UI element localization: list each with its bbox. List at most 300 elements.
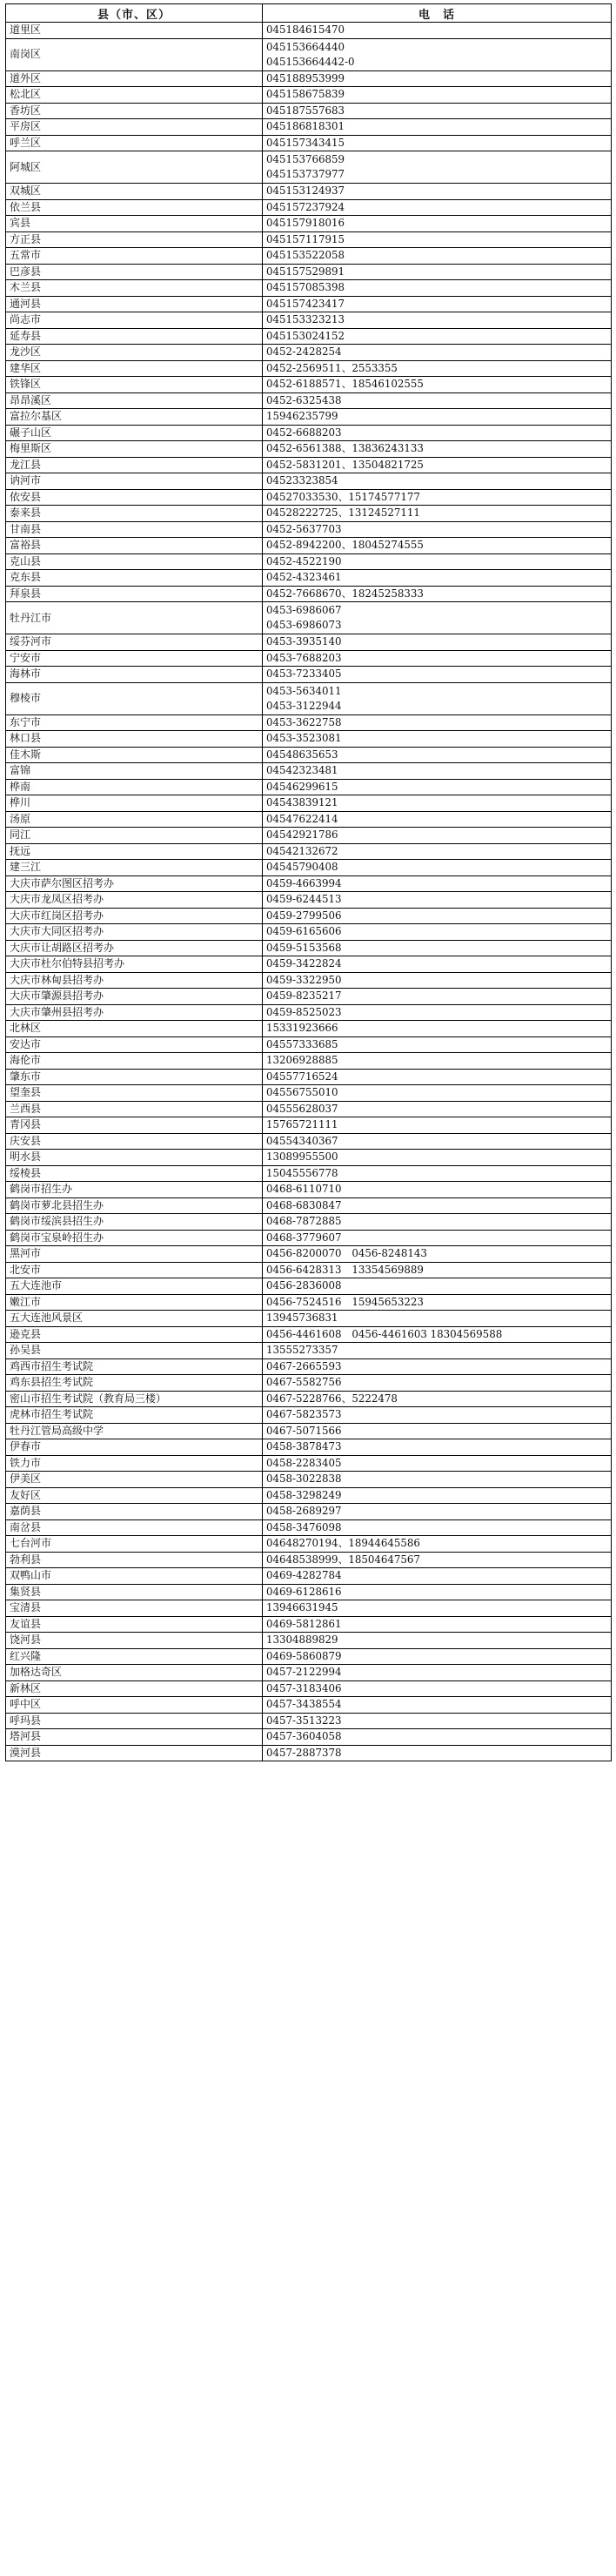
phone-cell xyxy=(263,1343,612,1359)
phone-cell xyxy=(263,940,612,956)
table-row xyxy=(6,199,612,216)
phone-number: 045153522058 xyxy=(266,249,345,262)
table-row xyxy=(6,586,612,602)
phone-cell xyxy=(263,731,612,748)
county-name-cell: 昂昂溪区 xyxy=(6,392,263,409)
county-name-cell: 安达市 xyxy=(6,1036,263,1053)
phone-number: 15946235799 xyxy=(266,410,338,423)
table-row xyxy=(6,1423,612,1439)
phone-number: 0452-8942200、18045274555 xyxy=(266,539,424,552)
county-name-cell: 甘南县 xyxy=(6,521,263,538)
county-name-cell: 嘉荫县 xyxy=(6,1504,263,1520)
phone-number: 045153323213 xyxy=(266,313,345,326)
phone-number: 0457-2887378 xyxy=(266,1746,342,1759)
county-name-cell: 密山市招生考试院（教育局三楼） xyxy=(6,1391,263,1407)
phone-number: 0467-5823573 xyxy=(266,1408,342,1421)
phone-cell xyxy=(263,441,612,458)
table-row xyxy=(6,360,612,377)
table-row xyxy=(6,1311,612,1327)
phone-number: 0453-7233405 xyxy=(266,667,342,681)
phone-cell xyxy=(263,1246,612,1263)
phone-cell xyxy=(263,956,612,973)
phone-cell xyxy=(263,714,612,731)
phone-cell xyxy=(263,860,612,876)
phone-cell xyxy=(263,650,612,667)
county-name-cell: 南岔县 xyxy=(6,1519,263,1536)
phone-cell xyxy=(263,1407,612,1424)
phone-cell xyxy=(263,795,612,812)
county-name-cell: 大庆市红岗区招考办 xyxy=(6,908,263,924)
county-name-cell: 大庆市林甸县招考办 xyxy=(6,972,263,989)
table-row xyxy=(6,441,612,458)
table-row xyxy=(6,248,612,265)
table-row xyxy=(6,1036,612,1053)
phone-number: 0459-3322950 xyxy=(266,973,342,986)
county-name-cell: 方正县 xyxy=(6,231,263,248)
phone-cell xyxy=(263,151,612,184)
county-name-cell: 加格达奇区 xyxy=(6,1665,263,1681)
phone-number: 04543839121 xyxy=(266,796,338,809)
table-row xyxy=(6,1294,612,1311)
phone-cell xyxy=(263,1182,612,1198)
phone-cell xyxy=(263,1600,612,1617)
phone-cell xyxy=(263,506,612,522)
phone-cell xyxy=(263,70,612,87)
phone-cell xyxy=(263,1584,612,1600)
phone-number: 04542323481 xyxy=(266,764,338,777)
county-name-cell: 依安县 xyxy=(6,489,263,506)
phone-cell xyxy=(263,843,612,860)
phone-number: 0452-6325438 xyxy=(266,393,342,406)
phone-number: 045153766859 xyxy=(266,153,345,165)
phone-cell xyxy=(263,1230,612,1246)
phone-number: 15045556778 xyxy=(266,1166,338,1179)
county-name-cell: 穆棱市 xyxy=(6,682,263,714)
county-name-cell: 五大连池市 xyxy=(6,1278,263,1295)
phone-number: 0453-3622758 xyxy=(266,715,342,728)
phone-number: 045157423417 xyxy=(266,297,345,310)
county-name-cell: 汤原 xyxy=(6,811,263,828)
phone-number: 0452-6561388、13836243133 xyxy=(266,442,424,455)
phone-number: 04555628037 xyxy=(266,1102,338,1115)
phone-number: 0453-7688203 xyxy=(266,651,342,664)
phone-number: 0453-6986073 xyxy=(266,619,342,631)
county-name-cell: 克山县 xyxy=(6,553,263,570)
phone-number: 04548635653 xyxy=(266,748,338,761)
county-name-cell: 梅里斯区 xyxy=(6,441,263,458)
phone-cell xyxy=(263,1680,612,1697)
table-row xyxy=(6,1278,612,1295)
table-row xyxy=(6,392,612,409)
table-row xyxy=(6,924,612,941)
phone-cell xyxy=(263,1648,612,1665)
phone-number: 15331923666 xyxy=(266,1022,338,1035)
phone-number: 0459-6165606 xyxy=(266,925,342,938)
phone-number: 0469-5860879 xyxy=(266,1649,342,1662)
phone-cell xyxy=(263,875,612,892)
phone-cell xyxy=(263,972,612,989)
phone-cell xyxy=(263,1069,612,1085)
table-row xyxy=(6,1182,612,1198)
county-name-cell: 逊克县 xyxy=(6,1326,263,1343)
phone-number: 045184615470 xyxy=(266,23,345,37)
table-row xyxy=(6,553,612,570)
county-name-cell: 道外区 xyxy=(6,70,263,87)
phone-number: 045186818301 xyxy=(266,120,345,133)
table-row xyxy=(6,184,612,200)
table-row xyxy=(6,892,612,909)
phone-number: 045157117915 xyxy=(266,232,345,245)
phone-number: 0456-4461608 0456-4461603 18304569588 xyxy=(266,1327,503,1340)
phone-cell xyxy=(263,392,612,409)
phone-number: 045157343415 xyxy=(266,136,345,149)
phone-number: 0458-3298249 xyxy=(266,1488,342,1501)
county-name-cell: 呼玛县 xyxy=(6,1713,263,1729)
table-row xyxy=(6,1150,612,1166)
phone-cell xyxy=(263,1472,612,1488)
county-name-cell: 铁力市 xyxy=(6,1455,263,1472)
county-name-cell: 宾县 xyxy=(6,216,263,232)
phone-number: 04556755010 xyxy=(266,1086,338,1099)
table-row xyxy=(6,1085,612,1102)
county-name-cell: 友好区 xyxy=(6,1487,263,1504)
phone-cell xyxy=(263,1133,612,1150)
table-row xyxy=(6,87,612,104)
phone-cell xyxy=(263,811,612,828)
table-row xyxy=(6,1536,612,1553)
phone-number: 0453-5634011 xyxy=(266,684,342,697)
table-row xyxy=(6,473,612,490)
phone-cell xyxy=(263,1487,612,1504)
table-row xyxy=(6,538,612,554)
phone-cell xyxy=(263,538,612,554)
phone-cell xyxy=(263,1697,612,1714)
phone-number: 04557716524 xyxy=(266,1070,338,1083)
table-row xyxy=(6,570,612,587)
table-row xyxy=(6,828,612,844)
table-row xyxy=(6,1197,612,1214)
phone-number: 0453-3935140 xyxy=(266,635,342,648)
county-name-cell: 宁安市 xyxy=(6,650,263,667)
phone-number: 04523323854 xyxy=(266,474,338,487)
county-name-cell: 北林区 xyxy=(6,1021,263,1037)
phone-cell xyxy=(263,1004,612,1021)
phone-number: 045157918016 xyxy=(266,217,345,230)
phone-cell xyxy=(263,280,612,297)
county-name-cell: 海伦市 xyxy=(6,1053,263,1070)
county-name-cell: 鸡西市招生考试院 xyxy=(6,1358,263,1375)
table-row xyxy=(6,731,612,748)
phone-number: 045153664440 xyxy=(266,40,345,53)
county-name-cell: 鹤岗市宝泉岭招生办 xyxy=(6,1230,263,1246)
county-name-cell: 大庆市杜尔伯特县招考办 xyxy=(6,956,263,973)
phone-number: 0469-5812861 xyxy=(266,1617,342,1630)
table-row xyxy=(6,1584,612,1600)
table-row xyxy=(6,296,612,312)
table-row xyxy=(6,1391,612,1407)
phone-cell xyxy=(263,1665,612,1681)
phone-cell xyxy=(263,1391,612,1407)
table-row xyxy=(6,1648,612,1665)
phone-number: 045153664442-0 xyxy=(266,55,355,68)
county-name-cell: 鹤岗市绥滨县招生办 xyxy=(6,1214,263,1231)
table-row xyxy=(6,1230,612,1246)
county-name-cell: 鸡东县招生考试院 xyxy=(6,1375,263,1392)
county-name-cell: 鹤岗市萝北县招生办 xyxy=(6,1197,263,1214)
table-row xyxy=(6,602,612,634)
county-name-cell: 佳木斯 xyxy=(6,747,263,763)
county-name-cell: 牡丹江管局高级中学 xyxy=(6,1423,263,1439)
phone-number: 0458-3022838 xyxy=(266,1472,342,1486)
phone-cell xyxy=(263,1455,612,1472)
table-row xyxy=(6,972,612,989)
phone-number: 045153124937 xyxy=(266,184,345,198)
phone-number: 0457-3513223 xyxy=(266,1714,342,1727)
phone-number: 04557333685 xyxy=(266,1037,338,1050)
county-name-cell: 庆安县 xyxy=(6,1133,263,1150)
table-row xyxy=(6,1004,612,1021)
county-name-cell: 平房区 xyxy=(6,119,263,136)
county-name-cell: 鹤岗市招生办 xyxy=(6,1182,263,1198)
phone-number: 045188953999 xyxy=(266,71,345,84)
phone-number: 045187557683 xyxy=(266,104,345,117)
phone-number: 0452-6188571、18546102555 xyxy=(266,378,424,391)
phone-number: 04554340367 xyxy=(266,1134,338,1147)
phone-cell xyxy=(263,1519,612,1536)
phone-number: 0459-5153568 xyxy=(266,941,342,954)
phone-number: 045158675839 xyxy=(266,88,345,101)
county-name-cell: 漠河县 xyxy=(6,1745,263,1761)
phone-cell xyxy=(263,489,612,506)
county-name-cell: 东宁市 xyxy=(6,714,263,731)
table-row xyxy=(6,119,612,136)
phone-number: 0458-2283405 xyxy=(266,1456,342,1469)
phone-cell xyxy=(263,345,612,361)
phone-number: 0469-6128616 xyxy=(266,1585,342,1598)
phone-cell xyxy=(263,216,612,232)
phone-cell xyxy=(263,1358,612,1375)
table-row xyxy=(6,506,612,522)
table-row xyxy=(6,843,612,860)
table-row xyxy=(6,280,612,297)
table-row xyxy=(6,1616,612,1633)
phone-cell xyxy=(263,1536,612,1553)
phone-cell xyxy=(263,1165,612,1182)
phone-number: 0456-8200070 0456-8248143 xyxy=(266,1247,427,1260)
phone-number: 0467-5228766、5222478 xyxy=(266,1392,398,1405)
county-name-cell: 伊美区 xyxy=(6,1472,263,1488)
phone-number: 0459-8235217 xyxy=(266,989,342,1003)
county-name-cell: 松北区 xyxy=(6,87,263,104)
phone-cell xyxy=(263,1423,612,1439)
table-row xyxy=(6,425,612,441)
table-row xyxy=(6,860,612,876)
county-name-cell: 抚远 xyxy=(6,843,263,860)
table-row xyxy=(6,940,612,956)
phone-cell xyxy=(263,828,612,844)
phone-number: 0452-6688203 xyxy=(266,426,342,439)
phone-cell xyxy=(263,1262,612,1278)
county-name-cell: 克东县 xyxy=(6,570,263,587)
phone-cell xyxy=(263,87,612,104)
phone-cell xyxy=(263,1021,612,1037)
county-name-cell: 肇东市 xyxy=(6,1069,263,1085)
county-name-cell: 饶河县 xyxy=(6,1633,263,1649)
phone-cell xyxy=(263,570,612,587)
table-row xyxy=(6,1745,612,1761)
table-row xyxy=(6,1358,612,1375)
table-row xyxy=(6,1519,612,1536)
county-name-cell: 碾子山区 xyxy=(6,425,263,441)
phone-number: 0468-6110710 xyxy=(266,1183,342,1196)
phone-number: 0452-4522190 xyxy=(266,554,342,567)
phone-number: 0453-3122944 xyxy=(266,699,342,712)
county-name-cell: 巴彦县 xyxy=(6,264,263,280)
table-row xyxy=(6,1117,612,1134)
table-row xyxy=(6,779,612,795)
table-row xyxy=(6,264,612,280)
phone-cell xyxy=(263,908,612,924)
phone-number: 045157237924 xyxy=(266,200,345,213)
table-row xyxy=(6,1472,612,1488)
phone-number: 0459-8525023 xyxy=(266,1005,342,1018)
phone-cell xyxy=(263,23,612,39)
table-row xyxy=(6,1665,612,1681)
county-name-cell: 友谊县 xyxy=(6,1616,263,1633)
table-body xyxy=(6,23,612,1761)
county-name-cell: 黑河市 xyxy=(6,1246,263,1263)
phone-number: 0457-3183406 xyxy=(266,1681,342,1694)
table-row xyxy=(6,634,612,651)
phone-number: 0469-4282784 xyxy=(266,1569,342,1582)
phone-cell xyxy=(263,184,612,200)
phone-number: 13946631945 xyxy=(266,1601,338,1614)
table-row xyxy=(6,328,612,345)
county-name-cell: 双鸭山市 xyxy=(6,1568,263,1585)
phone-number: 13555273357 xyxy=(266,1344,338,1357)
phone-cell xyxy=(263,1085,612,1102)
phone-number: 0458-3878473 xyxy=(266,1440,342,1453)
phone-number: 045153737977 xyxy=(266,168,345,180)
phone-cell xyxy=(263,473,612,490)
phone-number: 0457-3604058 xyxy=(266,1730,342,1743)
county-name-cell: 嫩江市 xyxy=(6,1294,263,1311)
phone-number: 0452-2569511、2553355 xyxy=(266,361,398,374)
table-row xyxy=(6,1697,612,1714)
county-column-header: 县（市、区） xyxy=(6,4,263,23)
phone-cell xyxy=(263,1504,612,1520)
phone-column-header: 电 话 xyxy=(263,4,612,23)
county-name-cell: 七台河市 xyxy=(6,1536,263,1553)
county-name-cell: 桦川 xyxy=(6,795,263,812)
phone-number: 0468-6830847 xyxy=(266,1198,342,1211)
county-name-cell: 香坊区 xyxy=(6,103,263,119)
phone-cell xyxy=(263,1197,612,1214)
county-name-cell: 明水县 xyxy=(6,1150,263,1166)
county-name-cell: 大庆市萨尔图区招考办 xyxy=(6,875,263,892)
phone-number: 13206928885 xyxy=(266,1054,338,1067)
table-row xyxy=(6,1326,612,1343)
phone-number: 0459-4663994 xyxy=(266,876,342,889)
table-row xyxy=(6,135,612,151)
county-name-cell: 阿城区 xyxy=(6,151,263,184)
phone-number: 0456-2836008 xyxy=(266,1279,342,1292)
county-name-cell: 兰西县 xyxy=(6,1101,263,1117)
county-name-cell: 尚志市 xyxy=(6,312,263,329)
table-row xyxy=(6,70,612,87)
phone-number: 0452-2428254 xyxy=(266,345,342,359)
table-row xyxy=(6,489,612,506)
phone-cell xyxy=(263,425,612,441)
table-row xyxy=(6,521,612,538)
phone-cell xyxy=(263,1713,612,1729)
county-name-cell: 南岗区 xyxy=(6,38,263,70)
phone-number: 04545790408 xyxy=(266,861,338,874)
table-row xyxy=(6,216,612,232)
phone-cell xyxy=(263,553,612,570)
county-name-cell: 宝清县 xyxy=(6,1600,263,1617)
phone-cell xyxy=(263,457,612,473)
table-row xyxy=(6,714,612,731)
county-name-cell: 龙江县 xyxy=(6,457,263,473)
county-name-cell: 海林市 xyxy=(6,667,263,683)
table-row xyxy=(6,1407,612,1424)
county-name-cell: 孙吴县 xyxy=(6,1343,263,1359)
table-row xyxy=(6,795,612,812)
county-name-cell: 五常市 xyxy=(6,248,263,265)
county-name-cell: 北安市 xyxy=(6,1262,263,1278)
phone-cell xyxy=(263,1311,612,1327)
phone-cell xyxy=(263,682,612,714)
table-row xyxy=(6,1439,612,1456)
county-name-cell: 通河县 xyxy=(6,296,263,312)
county-name-cell: 大庆市大同区招考办 xyxy=(6,924,263,941)
county-name-cell: 勃利县 xyxy=(6,1552,263,1568)
phone-number: 0452-7668670、18245258333 xyxy=(266,587,424,600)
county-name-cell: 林口县 xyxy=(6,731,263,748)
phone-number: 0468-7872885 xyxy=(266,1215,342,1228)
phone-number: 0459-2799506 xyxy=(266,909,342,922)
phone-number: 15765721111 xyxy=(266,1118,338,1131)
table-row xyxy=(6,1053,612,1070)
phone-number: 0458-3476098 xyxy=(266,1520,342,1533)
phone-number: 0453-3523081 xyxy=(266,732,342,745)
contact-table xyxy=(5,3,612,1761)
county-name-cell: 呼兰区 xyxy=(6,135,263,151)
phone-number: 0452-5831201、13504821725 xyxy=(266,458,424,471)
phone-cell xyxy=(263,135,612,151)
phone-cell xyxy=(263,1278,612,1295)
phone-number: 13089955500 xyxy=(266,1150,338,1164)
phone-number: 0467-5582756 xyxy=(266,1376,342,1389)
county-name-cell: 虎林市招生考试院 xyxy=(6,1407,263,1424)
phone-cell xyxy=(263,521,612,538)
table-row xyxy=(6,747,612,763)
phone-cell xyxy=(263,1439,612,1456)
phone-number: 045157085398 xyxy=(266,281,345,294)
table-row xyxy=(6,667,612,683)
phone-number: 045153024152 xyxy=(266,329,345,342)
county-name-cell: 红兴隆 xyxy=(6,1648,263,1665)
phone-cell xyxy=(263,892,612,909)
phone-number: 13304889829 xyxy=(266,1633,338,1647)
phone-cell xyxy=(263,1552,612,1568)
table-row xyxy=(6,1069,612,1085)
phone-cell xyxy=(263,328,612,345)
table-row xyxy=(6,1504,612,1520)
county-name-cell: 富拉尔基区 xyxy=(6,409,263,426)
phone-cell xyxy=(263,248,612,265)
